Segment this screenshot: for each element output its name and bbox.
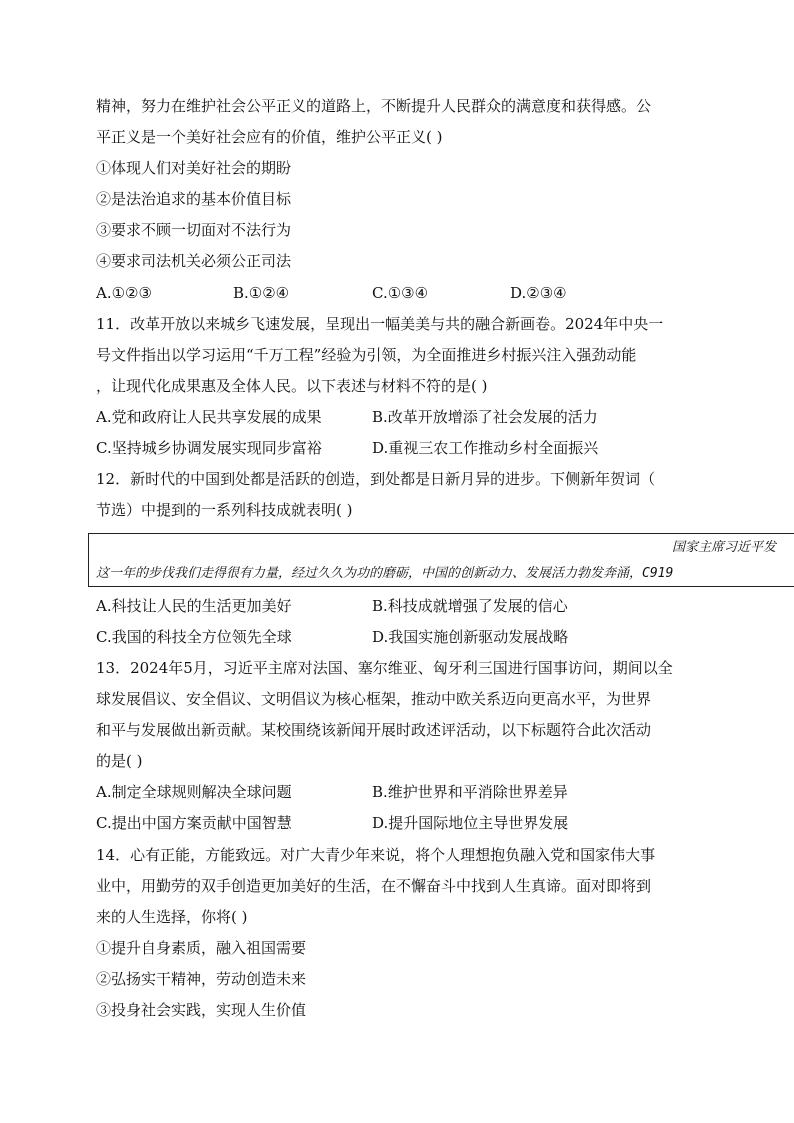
q11-stem-line-1: 11．改革开放以来城乡飞速发展，呈现出一幅美美与共的融合新画卷。2024年中央一	[96, 315, 664, 333]
q11-stem-line-3: ，让现代化成果惠及全体人民。以下表述与材料不符的是( )	[96, 377, 488, 395]
new-year-address-excerpt-box	[88, 533, 794, 587]
q12-option-c: C.我国的科技全方位领先全球	[96, 628, 292, 646]
excerpt-text: 这一年的步伐我们走得很有力量，经过久久为功的磨砺，中国的创新动力、发展活力勃发奔涌，C919	[96, 566, 674, 581]
q10-option-b: B.①②④	[233, 284, 290, 302]
q12-option-a: A.科技让人民的生活更加美好	[96, 597, 292, 615]
q13-stem-line-2: 球发展倡议、安全倡议、文明倡议为核心框架，推动中欧关系迈向更高水平，为世界	[96, 690, 652, 708]
q10-item-1: ①体现人们对美好社会的期盼	[96, 159, 292, 177]
q14-stem-line-3: 来的人生选择，你将( )	[96, 908, 248, 926]
q13-option-c: C.提出中国方案贡献中国智慧	[96, 814, 292, 832]
q13-option-d: D.提升国际地位主导世界发展	[372, 814, 569, 832]
q10-option-a: A.①②③	[96, 284, 152, 302]
q11-option-d: D.重视三农工作推动乡村全面振兴	[372, 439, 599, 457]
q12-stem-line-1: 12．新时代的中国到处都是活跃的创造，到处都是日新月异的进步。下侧新年贺词（	[96, 470, 656, 488]
q12-option-d: D.我国实施创新驱动发展战略	[372, 628, 569, 646]
q10-stem-line-2: 平正义是一个美好社会应有的价值，维护公平正义( )	[96, 128, 443, 146]
q13-option-b: B.维护世界和平消除世界差异	[372, 783, 568, 801]
q14-stem-line-1: 14．心有正能，方能致远。对广大青少年来说，将个人理想抱负融入党和国家伟大事	[96, 846, 656, 864]
q14-item-2: ②弘扬实干精神，劳动创造未来	[96, 970, 307, 988]
q11-option-a: A.党和政府让人民共享发展的成果	[96, 408, 322, 426]
q12-option-b: B.科技成就增强了发展的信心	[372, 597, 568, 615]
q10-option-d: D.②③④	[510, 284, 567, 302]
q13-option-a: A.制定全球规则解决全球问题	[96, 783, 292, 801]
q10-option-c: C.①③④	[372, 284, 429, 302]
q13-stem-line-3: 和平与发展做出新贡献。某校围绕该新闻开展时政述评活动，以下标题符合此次活动	[96, 721, 652, 739]
q11-option-c: C.坚持城乡协调发展实现同步富裕	[96, 439, 322, 457]
q13-stem-line-4: 的是( )	[96, 752, 143, 770]
q11-option-b: B.改革开放增添了社会发展的活力	[372, 408, 598, 426]
q10-item-3: ③要求不顾一切面对不法行为	[96, 221, 292, 239]
q10-item-2: ②是法治追求的基本价值目标	[96, 190, 292, 208]
q14-stem-line-2: 业中，用勤劳的双手创造更加美好的生活，在不懈奋斗中找到人生真谛。面对即将到	[96, 877, 652, 895]
q14-item-3: ③投身社会实践，实现人生价值	[96, 1001, 307, 1019]
q10-item-4: ④要求司法机关必须公正司法	[96, 252, 292, 270]
excerpt-author: 国家主席习近平发	[672, 540, 777, 555]
q11-stem-line-2: 号文件指出以学习运用“千万工程”经验为引领，为全面推进乡村振兴注入强劲动能	[96, 346, 637, 364]
q13-stem-line-1: 13．2024年5月，习近平主席对法国、塞尔维亚、匈牙利三国进行国事访问，期间以全	[96, 659, 673, 677]
q12-stem-line-2: 节选）中提到的一系列科技成就表明( )	[96, 501, 353, 519]
q10-stem-line-1: 精神，努力在维护社会公平正义的道路上，不断提升人民群众的满意度和获得感。公	[96, 97, 652, 115]
q14-item-1: ①提升自身素质，融入祖国需要	[96, 939, 307, 957]
